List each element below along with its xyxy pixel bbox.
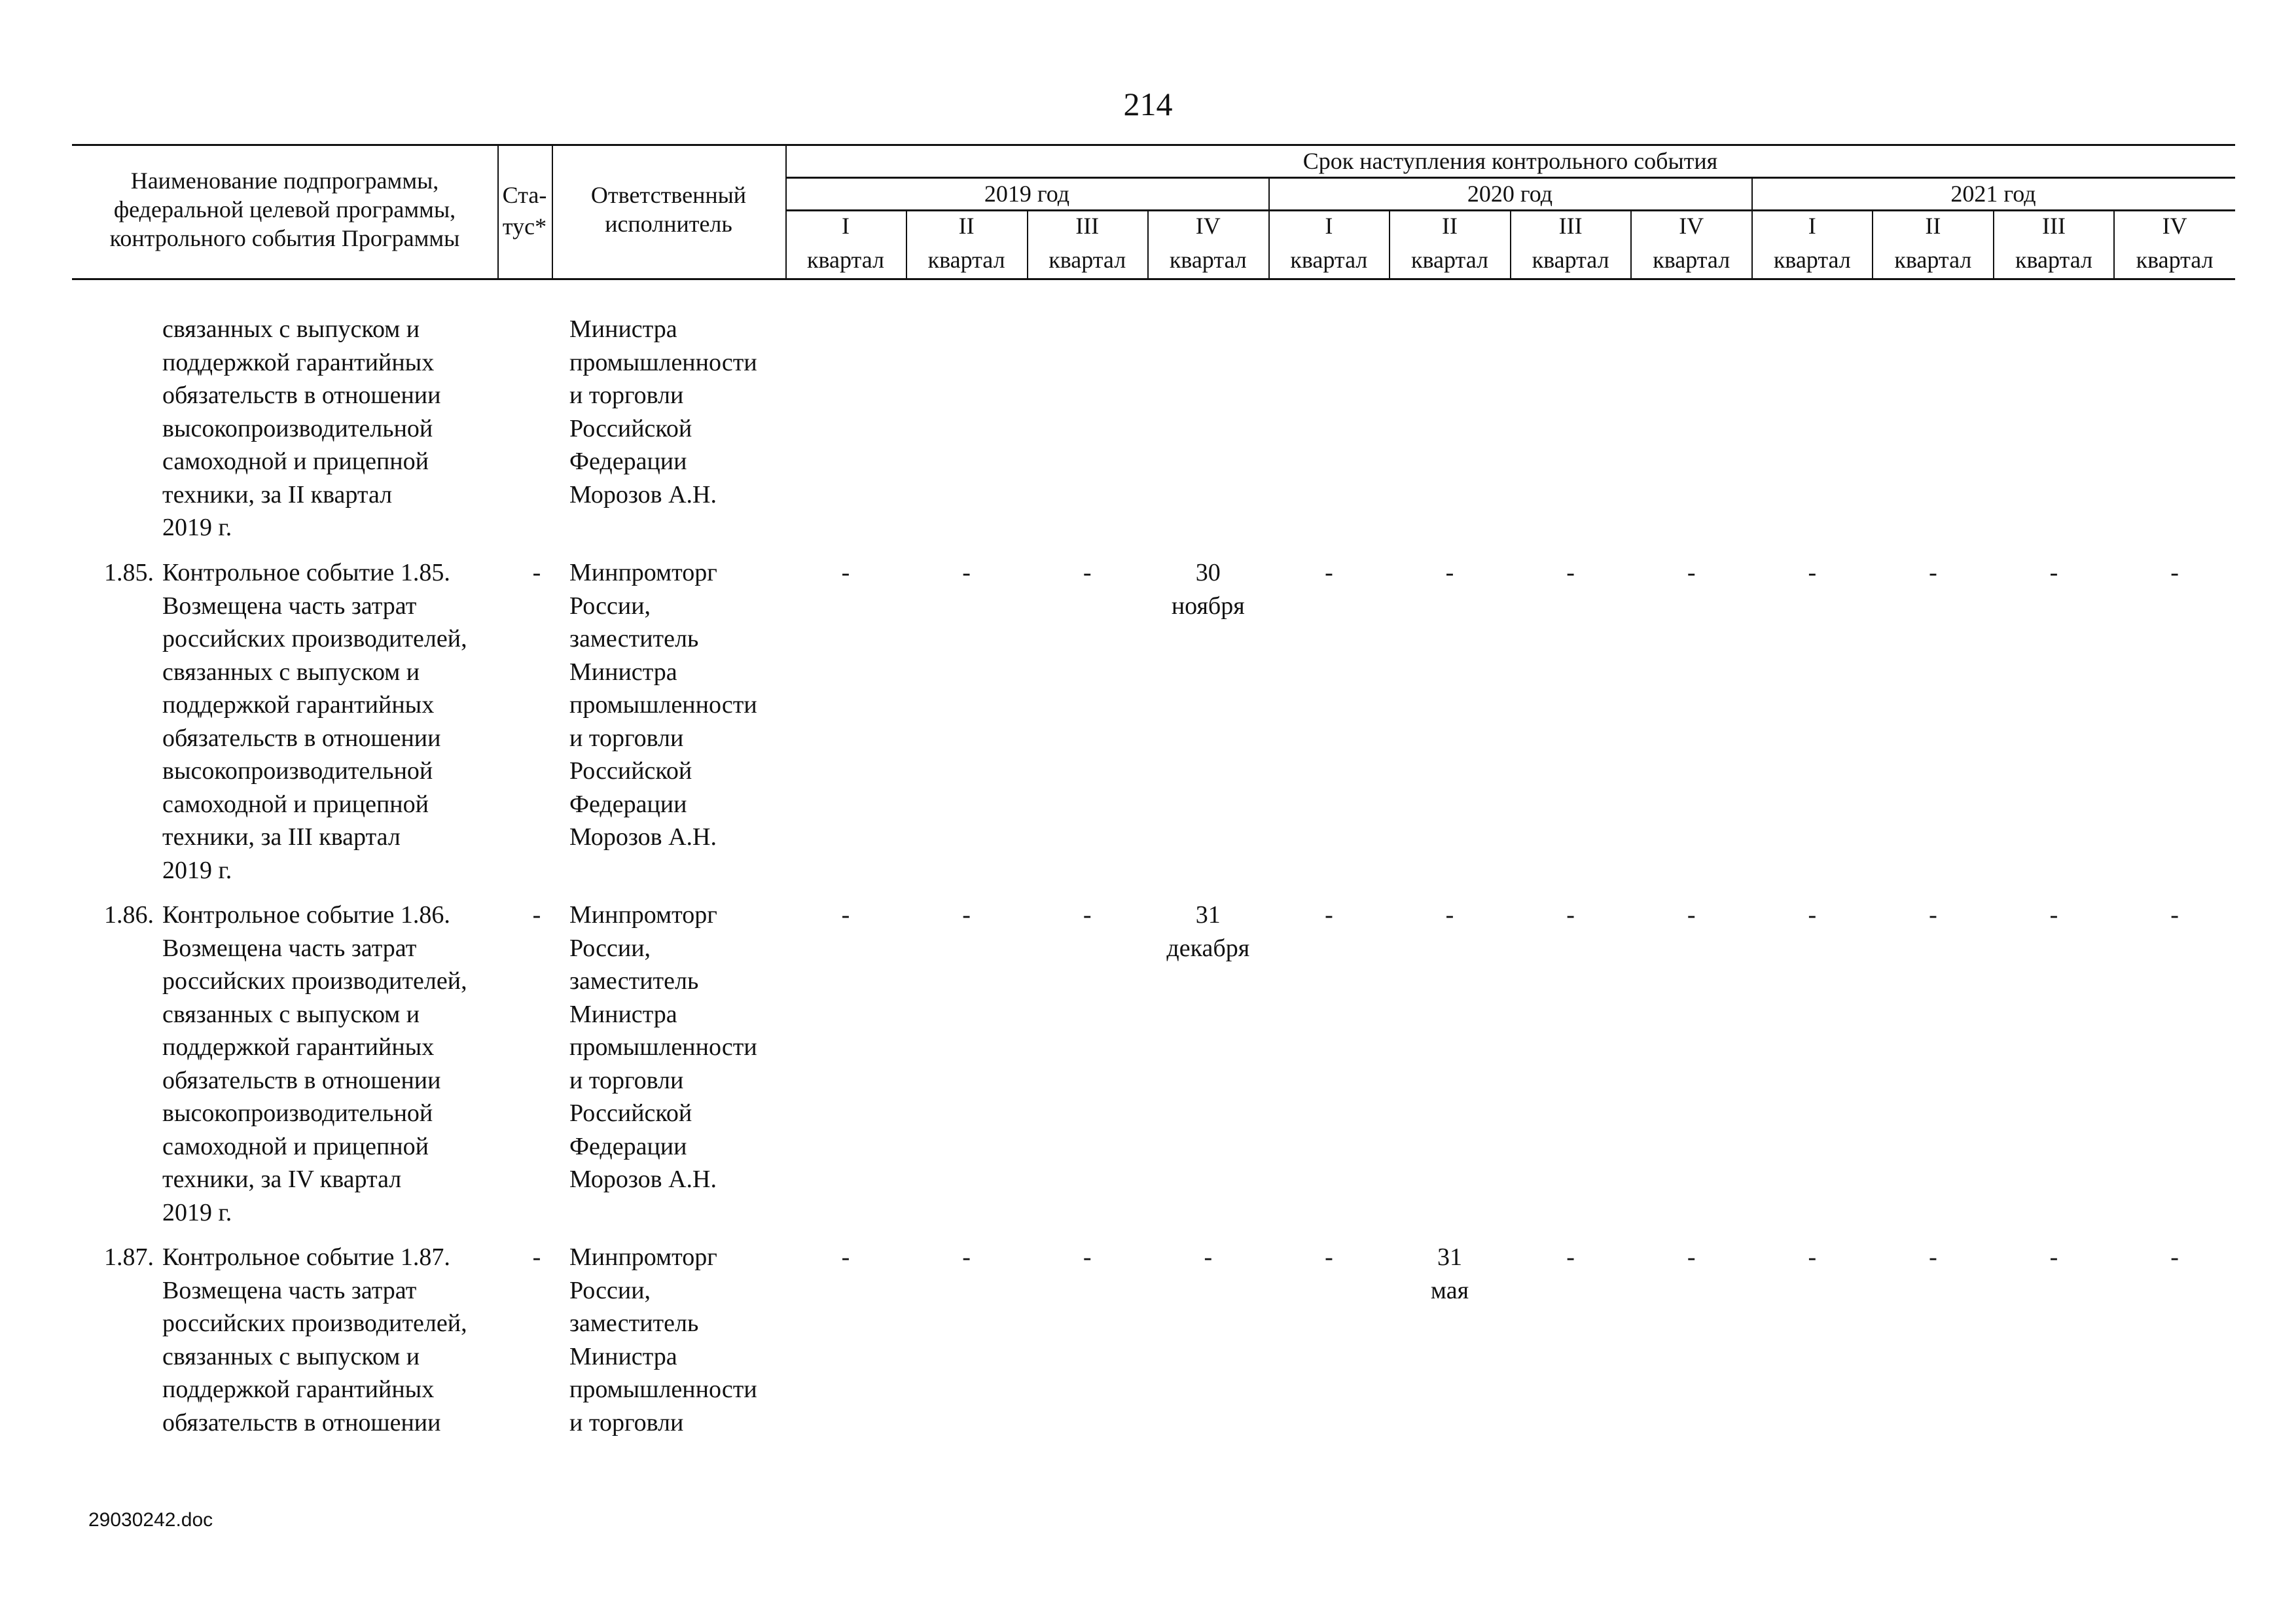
quarter-cell: - bbox=[1325, 559, 1333, 586]
quarter-cell: - bbox=[1808, 1243, 1817, 1271]
header-year-2020: 2020 год bbox=[1467, 181, 1553, 207]
quarter-cell: - bbox=[2049, 559, 2058, 586]
header-responsible-column: Ответственный исполнитель bbox=[590, 182, 747, 237]
quarter-cell: - bbox=[2170, 1243, 2179, 1271]
quarter-cell: - bbox=[2170, 901, 2179, 929]
quarter-cell: - bbox=[1566, 901, 1575, 929]
quarter-cell: - bbox=[2170, 559, 2179, 586]
header-quarter-word: квартал bbox=[927, 247, 1005, 273]
header-quarter-word: квартал bbox=[1894, 247, 1972, 273]
header-quarter-word: квартал bbox=[1169, 247, 1247, 273]
header-quarter-word: квартал bbox=[1411, 247, 1488, 273]
header-quarter-numeral: III bbox=[1558, 213, 1583, 239]
quarter-cell: - bbox=[1808, 901, 1817, 929]
header-quarter-word: квартал bbox=[1653, 247, 1731, 273]
header-quarter-word: квартал bbox=[1532, 247, 1609, 273]
header-quarter-word: квартал bbox=[1773, 247, 1851, 273]
event-name: Контрольное событие 1.87. Возмещена часть затрат российских производителей, связанных с выпуском и поддержкой гарантийных обязательств в отношении bbox=[162, 1243, 467, 1436]
header-quarter-word: квартал bbox=[1290, 247, 1368, 273]
quarter-cell: - bbox=[1204, 1243, 1213, 1271]
event-responsible: Минпромторг России, заместитель Министра промышленности и торговли bbox=[569, 1243, 757, 1436]
quarter-cell: - bbox=[2049, 901, 2058, 929]
event-number: 1.87. bbox=[104, 1243, 154, 1271]
event-responsible: Министра промышленности и торговли Российской Федерации Морозов А.Н. bbox=[569, 315, 757, 508]
event-responsible: Минпромторг России, заместитель Министра промышленности и торговли Российской Федерации Морозов А.Н. bbox=[569, 901, 757, 1193]
header-quarter-word: квартал bbox=[807, 247, 884, 273]
header-top-rule bbox=[72, 144, 2235, 146]
header-quarter-numeral: I bbox=[1808, 213, 1816, 239]
header-status-line2: тус* bbox=[502, 213, 547, 240]
event-number: 1.85. bbox=[104, 559, 154, 586]
quarter-cell: - bbox=[1566, 1243, 1575, 1271]
header-quarter-word: квартал bbox=[2136, 247, 2214, 273]
quarter-cell: - bbox=[962, 559, 971, 586]
quarter-cell: - bbox=[841, 559, 850, 586]
header-quarter-numeral: II bbox=[1925, 213, 1941, 239]
header-deadline-rule bbox=[785, 177, 2235, 179]
header-deadline-title: Срок наступления контрольного события bbox=[1302, 148, 1718, 174]
event-status: - bbox=[532, 559, 541, 586]
header-quarter-numeral: IV bbox=[2162, 213, 2187, 239]
table-header bbox=[72, 144, 2235, 280]
header-quarter-numeral: III bbox=[2042, 213, 2066, 239]
header-quarter-numeral: II bbox=[958, 213, 975, 239]
header-quarter-numeral: IV bbox=[1195, 213, 1221, 239]
event-responsible: Минпромторг России, заместитель Министра промышленности и торговли Российской Федерации Морозов А.Н. bbox=[569, 559, 757, 851]
quarter-cell: 31 декабря bbox=[1166, 901, 1250, 962]
quarter-cell: - bbox=[1687, 901, 1696, 929]
header-status-line1: Ста- bbox=[502, 182, 547, 208]
quarter-cell: - bbox=[1929, 559, 1937, 586]
quarter-cell: - bbox=[1083, 901, 1092, 929]
header-quarter-numeral: II bbox=[1442, 213, 1458, 239]
header-quarter-numeral: IV bbox=[1679, 213, 1704, 239]
header-quarter-numeral: I bbox=[1325, 213, 1333, 239]
quarter-cell: - bbox=[1808, 559, 1817, 586]
quarter-cell: - bbox=[841, 1243, 850, 1271]
event-number: 1.86. bbox=[104, 901, 154, 929]
header-year-2021: 2021 год bbox=[1950, 181, 2036, 207]
event-name: Контрольное событие 1.85. Возмещена часть затрат российских производителей, связанных с выпуском и поддержкой гарантийных обязательств в отношении высокопроизводительной самоходной и прицепной техники, за III квартал 2019 г. bbox=[162, 559, 467, 884]
quarter-cell: - bbox=[1566, 559, 1575, 586]
quarter-cell: - bbox=[1445, 901, 1454, 929]
event-name: Контрольное событие 1.86. Возмещена часть затрат российских производителей, связанных с выпуском и поддержкой гарантийных обязательств в отношении высокопроизводительной самоходной и прицепной техники, за IV квартал 2019 г. bbox=[162, 901, 467, 1226]
header-quarter-numeral: I bbox=[842, 213, 850, 239]
header-bottom-rule bbox=[72, 278, 2235, 280]
event-name: связанных с выпуском и поддержкой гарантийных обязательств в отношении высокопроизводительной самоходной и прицепной техники, за II квартал 2019 г. bbox=[162, 315, 441, 541]
header-quarter-numeral: III bbox=[1075, 213, 1100, 239]
quarter-cell: - bbox=[1083, 559, 1092, 586]
quarter-cell: 31 мая bbox=[1430, 1243, 1469, 1304]
header-name-column: Наименование подпрограммы, федеральной целевой программы, контрольного события Программы bbox=[109, 168, 460, 251]
quarter-cell: - bbox=[1083, 1243, 1092, 1271]
quarter-cell: - bbox=[1687, 1243, 1696, 1271]
event-status: - bbox=[532, 1243, 541, 1271]
quarter-cell: - bbox=[962, 901, 971, 929]
quarter-cell: - bbox=[1325, 1243, 1333, 1271]
quarter-cell: - bbox=[1687, 559, 1696, 586]
header-quarter-word: квартал bbox=[2015, 247, 2092, 273]
quarter-cell: - bbox=[1929, 901, 1937, 929]
quarter-cell: - bbox=[841, 901, 850, 929]
quarter-cell: - bbox=[2049, 1243, 2058, 1271]
quarter-cell: - bbox=[1445, 559, 1454, 586]
footer-filename: 29030242.doc bbox=[88, 1509, 213, 1531]
page-number: 214 bbox=[1123, 86, 1173, 122]
event-status: - bbox=[532, 901, 541, 929]
quarter-cell: - bbox=[962, 1243, 971, 1271]
header-year-2019: 2019 год bbox=[984, 181, 1070, 207]
quarter-cell: 30 ноября bbox=[1171, 559, 1245, 620]
quarter-cell: - bbox=[1325, 901, 1333, 929]
quarter-cell: - bbox=[1929, 1243, 1937, 1271]
header-quarter-word: квартал bbox=[1049, 247, 1126, 273]
